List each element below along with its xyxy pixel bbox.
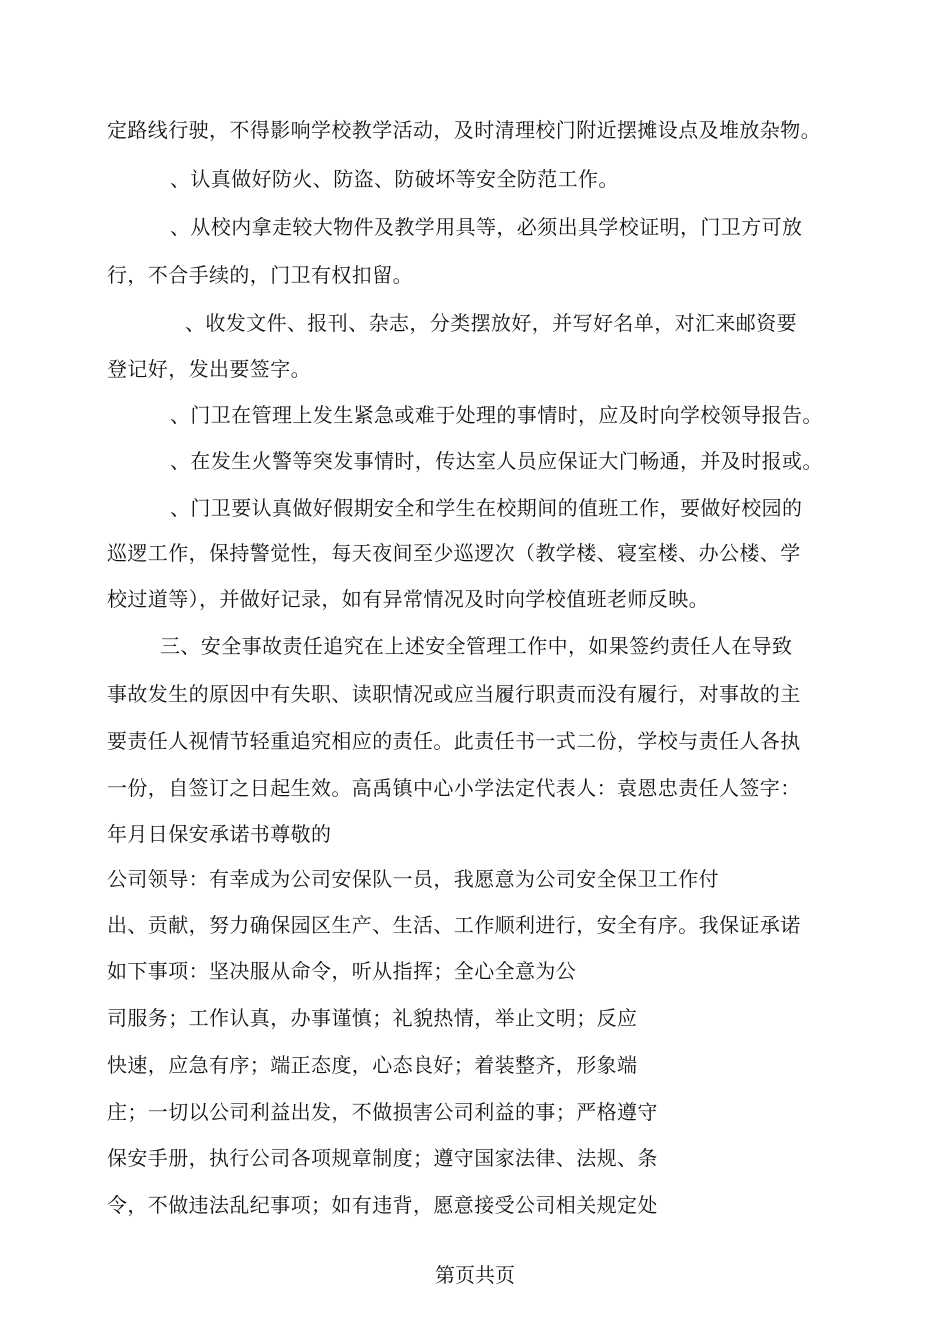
text-line: 、从校内拿走较大物件及教学用具等，必须出具学校证明，门卫方可放 — [170, 215, 803, 239]
text-line: 定路线行驶，不得影响学校教学活动，及时清理校门附近摆摊设点及堆放杂物。 — [107, 118, 821, 142]
text-line: 如下事项：坚决服从命令，听从指挥；全心全意为公 — [107, 959, 577, 983]
text-line: 登记好，发出要签字。 — [107, 357, 311, 381]
text-line: 公司领导：有幸成为公司安保队一员，我愿意为公司安全保卫工作付 — [107, 867, 719, 891]
text-line: 三、安全事故责任追究在上述安全管理工作中，如果签约责任人在导致 — [160, 634, 793, 658]
text-line: 保安手册，执行公司各项规章制度；遵守国家法律、法规、条 — [107, 1146, 658, 1170]
text-line: 巡逻工作，保持警觉性，每天夜间至少巡逻次（教学楼、寝室楼、办公楼、学 — [107, 541, 801, 565]
text-line: 、门卫在管理上发生紧急或难于处理的事情时，应及时向学校领导报告。 — [170, 403, 823, 427]
page-footer: 第页共页 — [435, 1263, 515, 1287]
text-line: 、收发文件、报刊、杂志，分类摆放好，并写好名单，对汇来邮资要 — [185, 311, 797, 335]
text-line: 一份，自签订之日起生效。高禹镇中心小学法定代表人：袁恩忠责任人签字： — [107, 776, 801, 800]
text-line: 司服务；工作认真，办事谨慎；礼貌热情，举止文明；反应 — [107, 1006, 638, 1030]
text-line: 、在发生火警等突发事情时，传达室人员应保证大门畅通，并及时报或。 — [170, 449, 823, 473]
text-line: 出、贡献，努力确保园区生产、生活、工作顺利进行，安全有序。我保证承诺 — [107, 913, 801, 937]
text-line: 、门卫要认真做好假期安全和学生在校期间的值班工作，要做好校园的 — [170, 496, 803, 520]
text-line: 庄；一切以公司利益出发，不做损害公司利益的事；严格遵守 — [107, 1100, 658, 1124]
text-line: 事故发生的原因中有失职、读职情况或应当履行职责而没有履行，对事故的主 — [107, 682, 801, 706]
text-line: 、认真做好防火、防盗、防破坏等安全防范工作。 — [170, 167, 619, 191]
text-line: 令，不做违法乱纪事项；如有违背，愿意接受公司相关规定处 — [107, 1193, 658, 1217]
text-line: 校过道等），并做好记录，如有异常情况及时向学校值班老师反映。 — [107, 587, 709, 611]
text-line: 年月日保安承诺书尊敬的 — [107, 822, 332, 846]
text-line: 行，不合手续的，门卫有权扣留。 — [107, 263, 413, 287]
text-line: 快速，应急有序；端正态度，心态良好；着装整齐，形象端 — [107, 1053, 638, 1077]
text-line: 要责任人视情节轻重追究相应的责任。此责任书一式二份，学校与责任人各执 — [107, 729, 801, 753]
